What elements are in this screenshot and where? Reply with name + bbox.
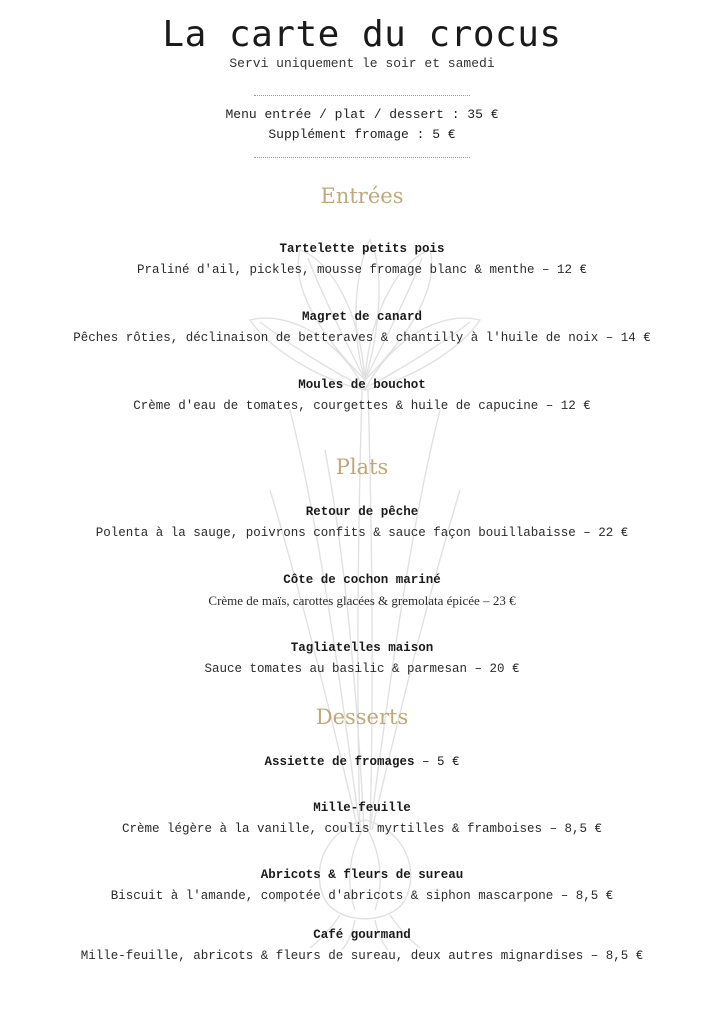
formula-menu-price: Menu entrée / plat / dessert : 35 € — [225, 107, 499, 122]
dish-name: Café gourmand — [313, 928, 411, 942]
dish-name: Magret de canard — [301, 310, 423, 324]
dish-description: Crème de maïs, carottes glacées & gremolata épicée – 23 € — [208, 593, 516, 608]
dish-description: Mille-feuille, abricots & fleurs de sureau, deux autres mignardises – 8,5 € — [80, 949, 644, 963]
top-divider — [254, 95, 470, 96]
dish-name: Assiette de fromages — [264, 755, 415, 769]
section-title-entrees: Entrées — [320, 184, 404, 208]
dish-name: Moules de bouchot — [298, 378, 426, 392]
section-title-desserts: Desserts — [315, 705, 409, 729]
dish-description: Pêches rôties, déclinaison de betteraves & chantilly à l'huile de noix – 14 € — [73, 331, 651, 345]
formula-supplement-price: Supplément fromage : 5 € — [268, 127, 456, 142]
dish-name: Côte de cochon mariné — [283, 573, 441, 587]
dish-description: Polenta à la sauge, poivrons confits & sauce façon bouillabaisse – 22 € — [95, 526, 629, 540]
dish-name: Mille-feuille — [313, 801, 411, 815]
section-title-plats: Plats — [335, 455, 389, 479]
dish-description: Biscuit à l'amande, compotée d'abricots & siphon mascarpone – 8,5 € — [110, 889, 614, 903]
dish-name: Abricots & fleurs de sureau — [260, 868, 464, 882]
dish-name: Tartelette petits pois — [279, 242, 445, 256]
menu-title: La carte du crocus — [162, 14, 562, 55]
bottom-divider — [254, 157, 470, 158]
menu-subtitle: Servi uniquement le soir et samedi — [229, 56, 495, 71]
dish-description: Sauce tomates au basilic & parmesan – 20 € — [204, 662, 520, 676]
dish-description: Crème légère à la vanille, coulis myrtilles & framboises – 8,5 € — [121, 822, 603, 836]
dish-name: Retour de pêche — [305, 505, 419, 519]
dish-name: Tagliatelles maison — [290, 641, 434, 655]
dish-description: Praliné d'ail, pickles, mousse fromage blanc & menthe – 12 € — [136, 263, 588, 277]
dish-name-with-price — [0, 753, 724, 771]
dish-price: – 5 € — [414, 755, 460, 769]
dish-description: Crème d'eau de tomates, courgettes & huile de capucine – 12 € — [133, 399, 591, 413]
